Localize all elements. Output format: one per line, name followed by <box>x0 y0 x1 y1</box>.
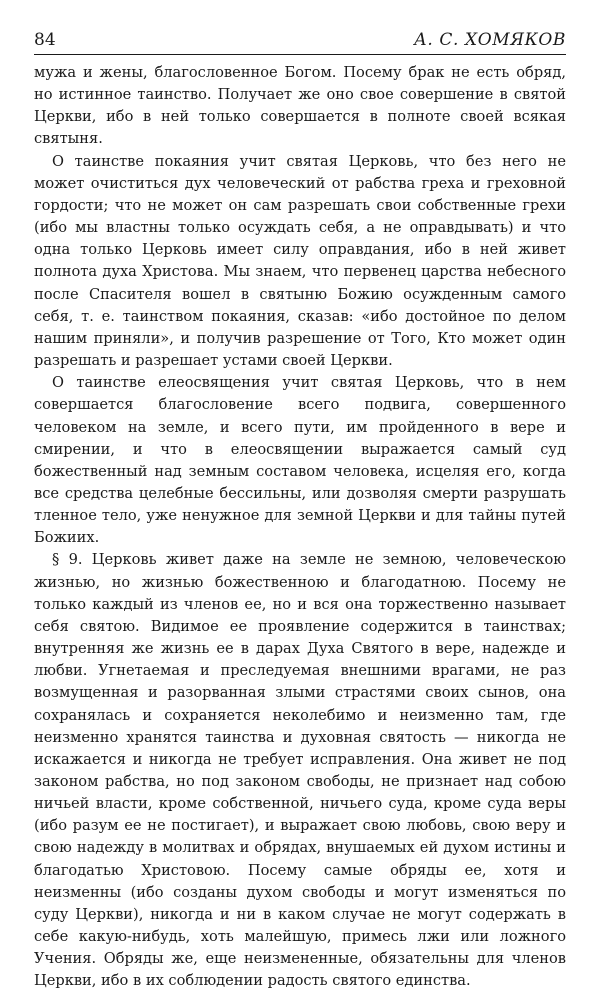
paragraph: О таинстве елеосвящения учит святая Церковь, что в нем совершается благословение всего подвига, совершенного человеком на земле, и всего пути, им пройденного в вере и смирении, и что в елеосвящении выражается самый суд божественный над земным составом человека, исцеляя его, когда все средства целебные бессильны, или дозволяя смерти разрушать тленное тело, уже ненужное для земной Церкви и для тайны путей Божиих. <box>34 374 566 547</box>
author-name: А. С. ХОМЯКОВ <box>413 30 566 50</box>
book-page <box>34 30 566 993</box>
body-text <box>34 62 566 993</box>
paragraph: § 9. Церковь живет даже на земле не земною, человеческою жизнью, но жизнью божественною и благодатною. Посему не только каждый из членов ее, но и вся она торжественно называет себя святою. Видимое ее проявление содержится в таинствах; внутренняя же жизнь ее в дарах Духа Святого в вере, надежде и любви. Угнетаемая и преследуемая внешними врагами, не раз возмущенная и разорванная злыми страстями своих сынов, она сохранялась и сохраняется неколебимо и неизменно там, где неизменно хранятся таинства и духовная святость — никогда не искажается и никогда не требует исправления. Она живет не под законом рабства, но под законом свободы, не признает над собою ничьей власти, кроме собственной, ничьего суда, кроме суда веры (ибо разум ее не постигает), и выражает свою любовь, свою веру и свою надежду в молитвах и обрядах, внушаемых ей духом истины и благодатью Христовою. Посему самые обряды ее, хотя и неизменны (ибо созданы духом свободы и могут изменяться по суду Церкви), никогда и ни в каком случае не могут содержать в себе какую-нибудь, хоть малейшую, примесь лжи или ложного Учения. Обряды же, еще неизмененные, обязательны для членов Церкви, ибо в их соблюдении радость святого единства. <box>34 551 566 990</box>
running-head <box>34 30 566 55</box>
page-number: 84 <box>34 30 56 50</box>
paragraph: О таинстве покаяния учит святая Церковь, что без него не может очиститься дух человеческий от рабства греха и греховной гордости; что не может он сам разрешать свои собственные грехи (ибо мы властны только осуждать себя, а не оправдывать) и что одна только Церковь имеет силу оправдания, ибо в ней живет полнота духа Христова. Мы знаем, что первенец царства небесного после Спасителя вошел в святыню Божию осужденным самого себя, т. е. таинством покаяния, сказав: «ибо достойное по делом нашим приняли», и получив разрешение от Того, Кто может один разрешать и разрешает устами своей Церкви. <box>34 152 566 370</box>
paragraph: мужа и жены, благословенное Богом. Посему брак не есть обряд, но истинное таинство. Получает же оно свое совершение в святой Церкви, ибо в ней только совершается в полноте своей всякая святыня. <box>34 64 566 148</box>
